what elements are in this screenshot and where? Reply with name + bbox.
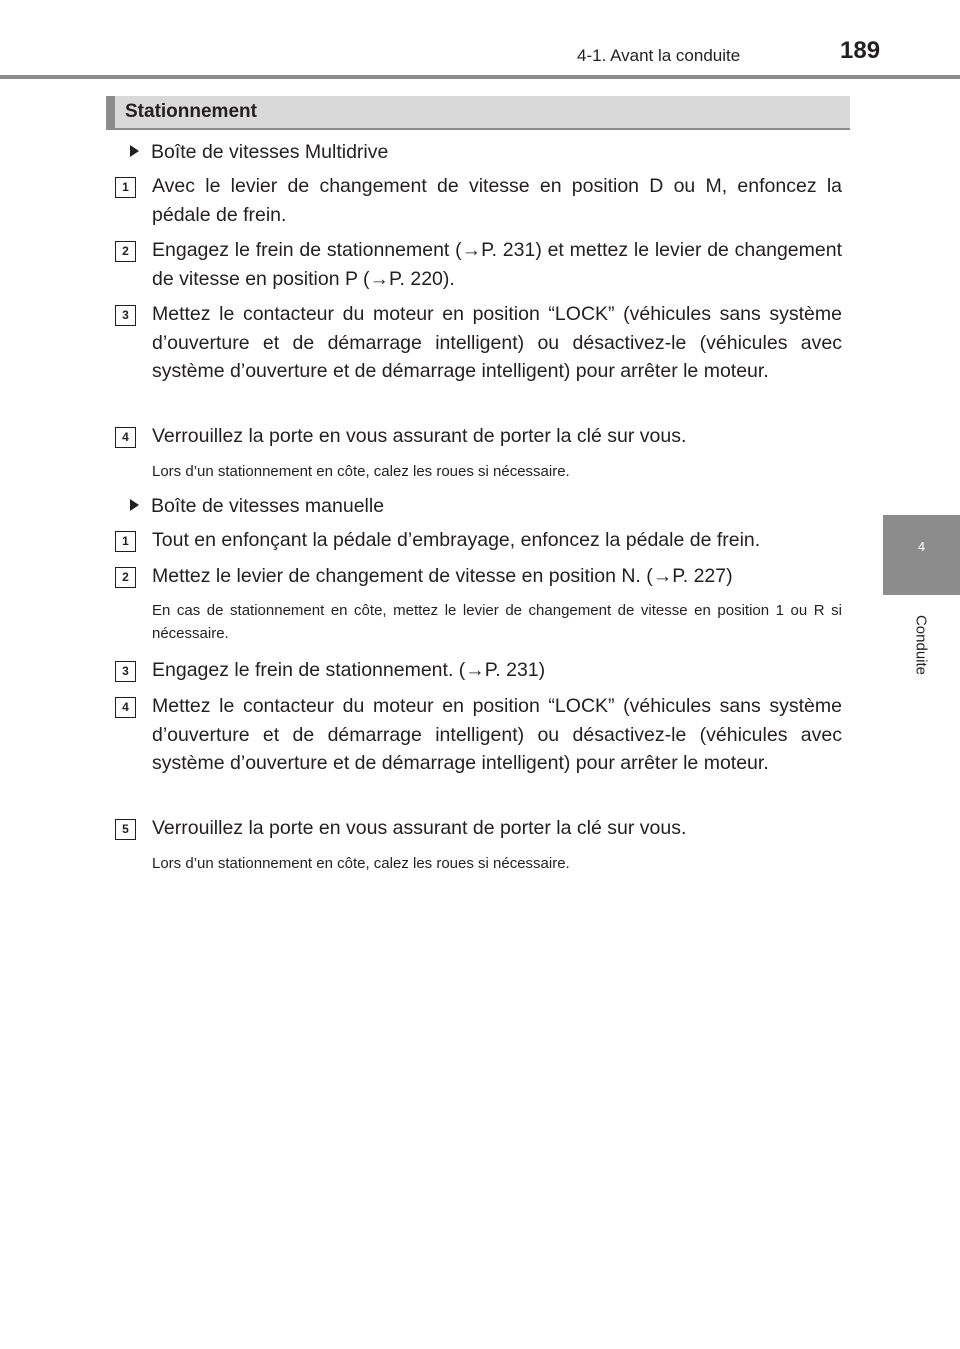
step-number-badge: 4 [115,427,136,448]
step-text: Engagez le frein de stationnement. (→P. 231) [152,659,546,681]
triangle-bullet-icon [130,499,139,511]
page-number: 189 [840,37,881,64]
step-text: Engagez le frein de stationnement (→P. 231) et mettez le levier de changement de vitesse en position P (→P. 220). [152,239,842,290]
subsection-heading-multidrive [130,138,388,166]
chapter-label-text: Conduite [912,614,930,676]
step-text: Tout en enfonçant la pédale d’embrayage, enfoncez la pédale de frein. [152,529,761,551]
step-number-badge: 4 [115,697,136,718]
chapter-number: 4 [917,539,926,554]
step-text: Mettez le contacteur du moteur en position “LOCK” (véhicules sans système d’ouverture et de démarrage intelligent) ou désactivez-le (véhicules avec système d’ouverture et de démarrage intelligent) pour arrêter le moteur. [152,303,842,382]
triangle-bullet-icon [130,145,139,157]
step-text: Avec le levier de changement de vitesse en position D ou M, enfoncez la pédale de frein. [152,175,842,226]
subsection-heading-text: Boîte de vitesses manuelle [151,495,385,517]
section-banner-bar [106,96,115,128]
step-text: Verrouillez la porte en vous assurant de porter la clé sur vous. [152,425,687,447]
step-text: Mettez le levier de changement de vitesse en position N. (→P. 227) [152,565,733,587]
subsection-heading-manual [130,492,384,520]
header-rule [0,75,960,79]
running-header-section: 4-1. Avant la conduite [577,46,741,65]
note-text: Lors d’un stationnement en côte, calez les roues si nécessaire. [152,855,570,872]
step-text: Verrouillez la porte en vous assurant de porter la clé sur vous. [152,817,687,839]
chapter-tab [883,515,960,595]
step-number-badge: 2 [115,567,136,588]
step-number-badge: 5 [115,819,136,840]
step-number-badge: 3 [115,661,136,682]
step-number-badge: 2 [115,241,136,262]
section-title: Stationnement [125,101,257,122]
subsection-heading-text: Boîte de vitesses Multidrive [151,141,389,163]
note-text: En cas de stationnement en côte, mettez le levier de changement de vitesse en position 1 ou R si nécessaire. [152,602,842,642]
chapter-label [906,600,936,690]
step-text: Mettez le contacteur du moteur en position “LOCK” (véhicules sans système d’ouverture et de démarrage intelligent) ou désactivez-le (véhicules avec système d’ouverture et de démarrage intelligent) pour arrêter le moteur. [152,695,842,774]
step-number-badge: 1 [115,177,136,198]
section-banner [106,96,850,130]
step-number-badge: 1 [115,531,136,552]
note-text: Lors d’un stationnement en côte, calez les roues si nécessaire. [152,463,570,480]
step-number-badge: 3 [115,305,136,326]
